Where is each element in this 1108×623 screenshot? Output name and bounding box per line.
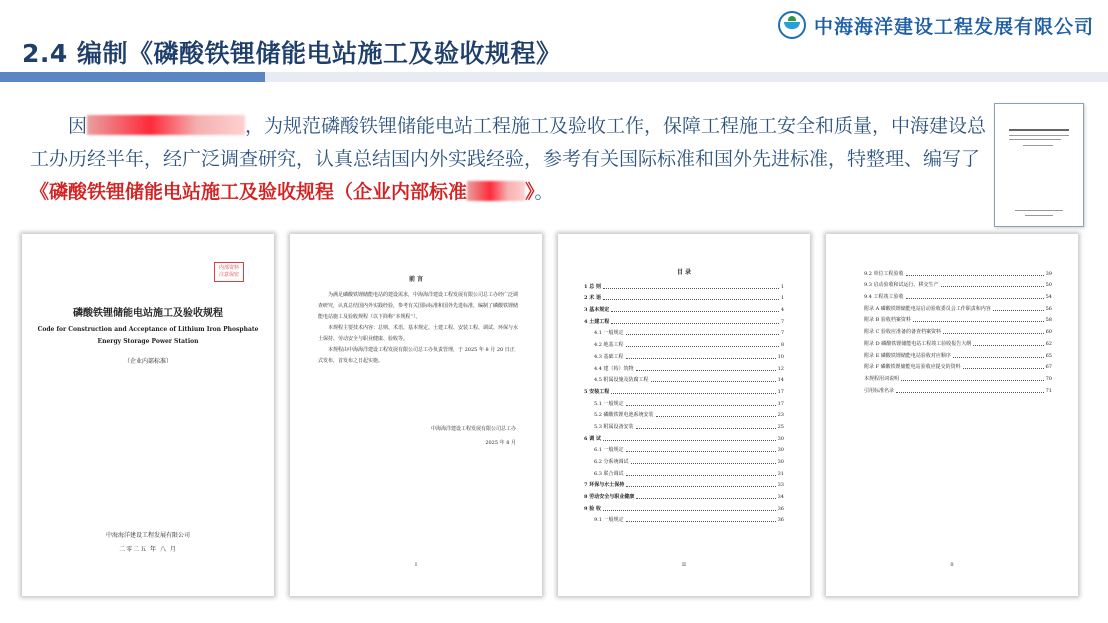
toc-entry-page: 50	[1045, 282, 1052, 289]
toc-leader-dots	[993, 310, 1044, 311]
toc-leader-dots	[636, 498, 775, 499]
toc-entry	[584, 500, 784, 512]
cover-english-title	[22, 324, 274, 348]
thumbnail-line	[1015, 210, 1063, 211]
toc-entry	[584, 407, 784, 419]
toc-entry-page: 1	[780, 295, 784, 302]
toc-entry-page: 36	[777, 505, 784, 512]
toc-entry-label: 6.2 分系统调试	[594, 459, 629, 465]
toc-entry-label: 4.1 一般规定	[594, 330, 624, 337]
toc-entry-label: 8 劳动安全与职业健康	[584, 494, 635, 501]
intro-paragraph	[30, 110, 990, 209]
cover-publisher: 中海海洋建设工程发展有限公司	[105, 532, 190, 539]
toc-entry-label: 4.3 基础工程	[594, 353, 624, 360]
toc-entry	[852, 265, 1052, 277]
thumbnail-line	[1023, 145, 1053, 146]
toc-entry-page: 54	[1045, 294, 1052, 301]
toc-entry-label: 附录 C 验收应准备的备查档案资料	[864, 329, 942, 336]
thumbnail-title-line	[1009, 129, 1069, 131]
toc-entry-page: 65	[1045, 352, 1052, 359]
toc-entry	[584, 442, 784, 454]
toc-leader-dots	[603, 440, 776, 441]
toc-entry-label: 附录 A 磷酸铁锂储能电站启动验收委员会工作职责和内容	[864, 305, 991, 312]
toc-entry-page: 30	[777, 459, 784, 465]
toc-entry-label: 附录 E 磷酸铁锂储能电站验收对应顺序	[864, 352, 951, 359]
thumbnail-line	[1009, 139, 1061, 140]
toc-entry-page: 33	[777, 482, 784, 489]
toc-entry-page: 62	[1045, 340, 1052, 347]
toc-entry	[584, 383, 784, 395]
toc-leader-dots	[973, 345, 1043, 346]
toc-entry-page: 12	[777, 365, 784, 372]
toc-entry	[584, 465, 784, 477]
toc-list	[584, 278, 784, 523]
toc-entry	[852, 382, 1052, 394]
toc-entry-label: 附录 D 磷酸铁锂储能电站工程竣工验收报告大纲	[864, 340, 972, 347]
toc-entry-page: 23	[777, 412, 784, 419]
toc-leader-dots	[626, 358, 776, 359]
cover-title: 磷酸铁锂储能电站施工及验收规程	[73, 308, 223, 319]
toc-leader-dots	[913, 321, 1044, 322]
page-number: I	[415, 562, 417, 568]
toc-entry	[584, 313, 784, 325]
toc-entry-label: 5 安装工程	[584, 388, 610, 395]
title-underline-accent	[0, 72, 265, 82]
toc-leader-dots	[631, 463, 776, 464]
toc-leader-dots	[611, 323, 779, 324]
toc-entry	[584, 395, 784, 407]
toc-entry-label: 5.3 附属设备安装	[594, 423, 634, 430]
toc-entry	[584, 477, 784, 489]
intro-end: 。	[534, 181, 554, 203]
intro-doc-name: 《磷酸铁锂储能电站施工及验收规程（企业内部标准	[30, 181, 468, 203]
toc-entry-label: 9 验 收	[584, 505, 601, 512]
toc-entry-label: 6.3 联合调试	[594, 470, 624, 477]
toc-heading: 目 录	[676, 269, 692, 276]
toc-entry-page: 17	[777, 388, 784, 395]
toc-leader-dots	[603, 288, 779, 289]
toc-entry-page: 17	[777, 400, 784, 407]
preface-signer: 中海海洋建设工程发展有限公司总工办	[430, 426, 516, 432]
toc-entry-page: 36	[777, 517, 784, 524]
toc-entry-page: 56	[1045, 305, 1052, 312]
toc-leader-dots	[896, 392, 1044, 393]
thumbnail-line	[1025, 215, 1053, 216]
toc-leader-dots	[963, 368, 1044, 369]
toc-leader-dots	[626, 334, 779, 335]
company-logo-icon	[778, 11, 806, 39]
toc-entry-label: 9.1 一般规定	[594, 517, 624, 524]
toc-entry-page: 70	[1045, 375, 1052, 382]
preface-paragraph: 为满足磷酸铁锂储能电站的建设需求，中海海洋建设工程发展有限公司总工办经广泛调查研究，认真总结国内外实践经验，参考有关国际标准和国外先进标准，编制了磷酸铁锂储能电站施工及验收规程（以下简称“本规程”）。	[318, 292, 519, 320]
cover-english-line: Code for Construction and Acceptance of Lithium Iron Phosphate	[37, 326, 259, 333]
intro-lead: 因	[68, 115, 88, 137]
toc-entry-label: 7 环保与水土保持	[584, 482, 625, 489]
toc-entry-page: 60	[1045, 329, 1052, 336]
toc-list	[852, 265, 1052, 394]
toc-entry-page: 30	[777, 435, 784, 442]
toc-leader-dots	[656, 416, 776, 417]
cover-standard-type: （企业内部标准）	[123, 358, 172, 365]
toc-entry	[852, 323, 1052, 335]
title-underline	[0, 72, 1108, 82]
toc-entry	[852, 277, 1052, 289]
toc-entry-label: 附录 F 磷酸铁锂储能电站验收应提交的资料	[864, 364, 961, 371]
toc-leader-dots	[941, 286, 1044, 287]
company-name: 中海海洋建设工程发展有限公司	[813, 15, 1094, 38]
toc-entry-label: 9.3 启动验收和试运行、移交生产	[864, 282, 939, 289]
intro-doc-close: 》	[525, 181, 535, 203]
toc-entry-label: 5.2 磷酸铁锂电池系统安装	[594, 412, 654, 419]
toc-entry-page: 8	[780, 342, 784, 349]
toc-entry	[584, 278, 784, 290]
toc-leader-dots	[943, 333, 1044, 334]
toc-entry	[584, 348, 784, 360]
toc-leader-dots	[906, 298, 1044, 299]
toc-entry-label: 4.2 地基工程	[594, 342, 624, 349]
toc-entry	[584, 360, 784, 372]
preface-body	[318, 290, 518, 367]
preface-sign-date: 2025 年 8 月	[485, 440, 516, 446]
page-title: 2.4 编制《磷酸铁锂储能电站施工及验收规程》	[22, 39, 562, 68]
toc-entry	[584, 430, 784, 442]
redacted-text	[87, 115, 245, 135]
toc-entry-page: 1	[780, 283, 784, 290]
toc-entry-label: 5.1 一般规定	[594, 400, 624, 407]
toc-entry-label: 4 土建工程	[584, 318, 610, 325]
toc-entry	[584, 418, 784, 430]
document-thumbnail	[994, 103, 1084, 227]
toc-leader-dots	[611, 311, 779, 312]
toc-entry-label: 9.4 工程竣工验收	[864, 294, 904, 301]
toc-leader-dots	[603, 299, 779, 300]
toc-entry-label: 本规程用词说明	[864, 375, 900, 382]
toc-entry	[584, 336, 784, 348]
toc-entry-page: 30	[777, 447, 784, 454]
toc-leader-dots	[953, 357, 1044, 358]
cover-date: 二零二五 年 八 月	[119, 546, 177, 553]
toc-entry	[584, 488, 784, 500]
toc-entry-page: 14	[777, 377, 784, 384]
toc-leader-dots	[603, 510, 776, 511]
toc-leader-dots	[611, 393, 775, 394]
cover-english-line: Energy Storage Power Station	[97, 338, 199, 345]
toc-entry	[852, 300, 1052, 312]
toc-entry	[852, 312, 1052, 324]
toc-leader-dots	[626, 451, 776, 452]
page-number: II	[682, 562, 686, 568]
toc-entry	[584, 372, 784, 384]
intro-body: ，为规范磷酸铁锂储能电站工程施工及验收工作，保障工程施工安全和质量，中海建设总工办历经半年，经广泛调查研究，认真总结国内外实践经验，参考有关国际标准和国外先进标准，特整理、编写了	[30, 115, 987, 170]
preface-paragraph: 本规程主要技术内容：总则、术语、基本规定、土建工程、安装工程、调试、环保与水土保持、劳动安全与职业健康、验收等。	[318, 325, 519, 342]
toc-page-continued	[826, 234, 1078, 596]
toc-leader-dots	[651, 381, 776, 382]
toc-entry	[852, 288, 1052, 300]
toc-leader-dots	[626, 346, 779, 347]
thumbnail-line	[1009, 135, 1069, 136]
confidential-stamp: 内部资料 注意保密	[214, 262, 244, 282]
toc-page	[558, 234, 810, 596]
toc-entry	[584, 325, 784, 337]
toc-entry-label: 4.5 附属设施及防腐工程	[594, 377, 649, 384]
toc-entry-page: 34	[777, 494, 784, 501]
toc-entry	[852, 335, 1052, 347]
toc-leader-dots	[626, 405, 776, 406]
toc-entry-page: 7	[780, 318, 784, 325]
toc-entry-page: 31	[777, 470, 784, 477]
preface-signature	[431, 422, 516, 450]
toc-leader-dots	[906, 275, 1044, 276]
toc-leader-dots	[626, 475, 776, 476]
toc-entry	[852, 347, 1052, 359]
toc-entry	[852, 359, 1052, 371]
toc-entry	[584, 512, 784, 524]
toc-entry-label: 1 总 则	[584, 283, 601, 290]
toc-entry-label: 4.4 建（构）筑物	[594, 365, 634, 372]
toc-entry-page: 4	[780, 307, 784, 314]
toc-entry-page: 25	[777, 423, 784, 430]
toc-entry-label: 附录 B 验收档案资料	[864, 317, 911, 324]
toc-entry	[584, 290, 784, 302]
toc-entry-page: 39	[1045, 270, 1052, 277]
cover-page	[22, 234, 274, 596]
toc-entry-label: 2 术 语	[584, 295, 601, 302]
toc-entry	[852, 370, 1052, 382]
toc-entry	[584, 453, 784, 465]
toc-entry-label: 引用标准名录	[864, 387, 895, 394]
toc-entry-label: 6.1 一般规定	[594, 447, 624, 454]
toc-entry-page: 10	[777, 353, 784, 360]
toc-entry	[584, 301, 784, 313]
redacted-text	[467, 181, 525, 201]
toc-leader-dots	[901, 380, 1044, 381]
toc-entry-page: 67	[1045, 364, 1052, 371]
preface-paragraph: 本规程由中海海洋建设工程发展有限公司总工办负责管理，于 2025 年 8 月 20 日正式发布，首发布之日起实施。	[318, 347, 515, 364]
preface-heading: 前 言	[408, 276, 424, 283]
toc-entry-page: 71	[1045, 387, 1052, 394]
toc-entry-page: 58	[1045, 317, 1052, 324]
toc-leader-dots	[626, 486, 775, 487]
toc-entry-label: 6 调 试	[584, 435, 601, 442]
toc-leader-dots	[636, 370, 776, 371]
toc-leader-dots	[636, 428, 776, 429]
company-header	[778, 11, 1094, 39]
toc-entry-label: 3 基本规定	[584, 307, 610, 314]
toc-leader-dots	[626, 521, 776, 522]
page-number: 0	[950, 562, 954, 568]
preface-page	[290, 234, 542, 596]
toc-entry-label: 9.2 单位工程验收	[864, 270, 904, 277]
toc-entry-page: 7	[780, 330, 784, 337]
